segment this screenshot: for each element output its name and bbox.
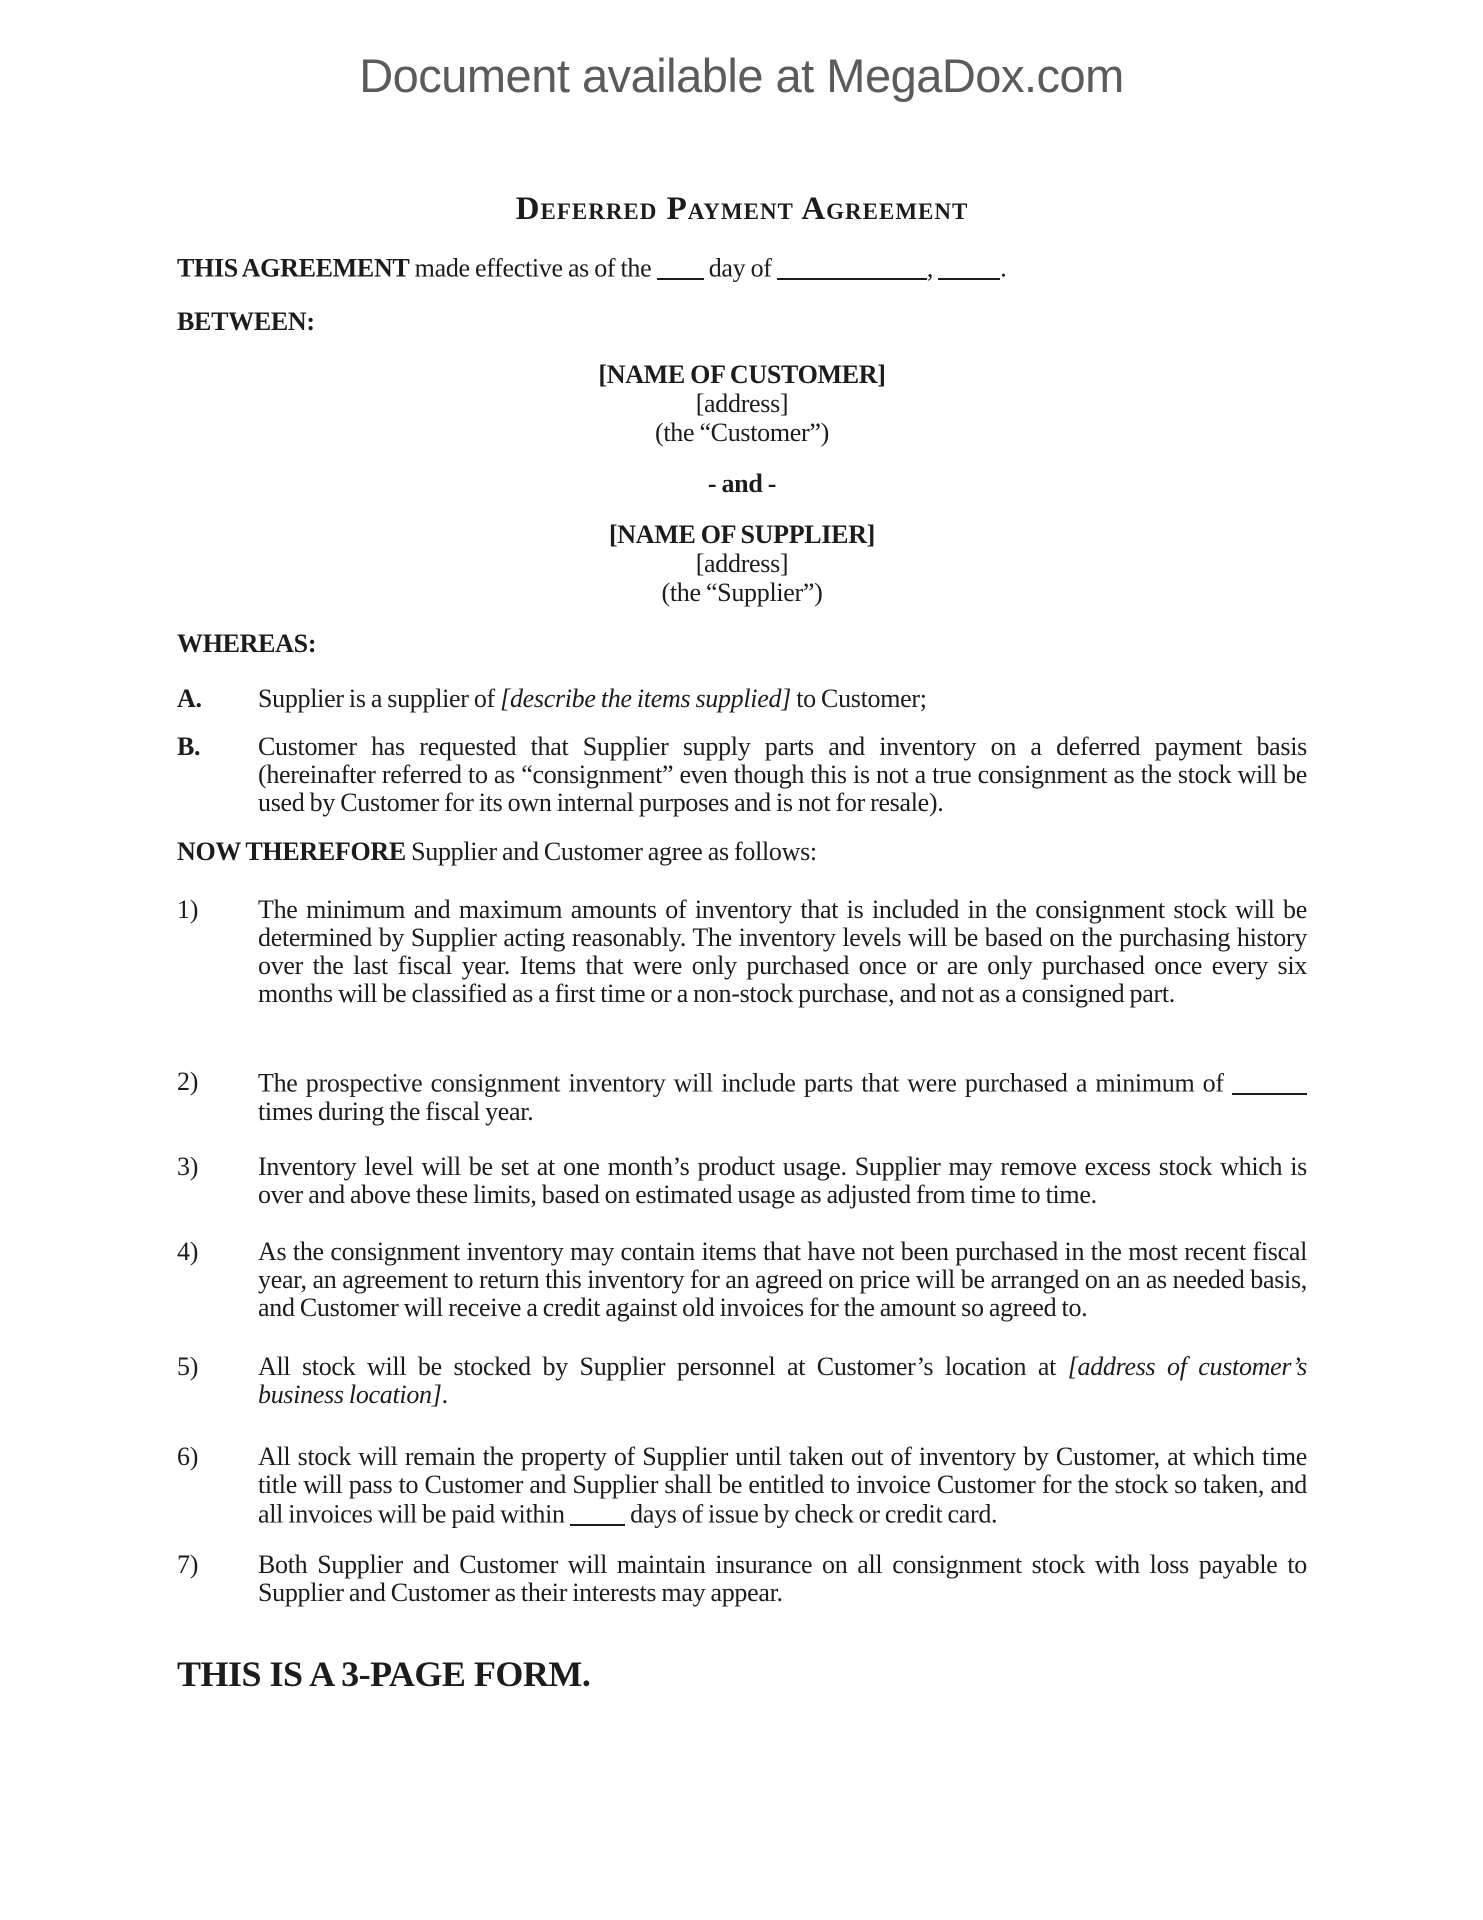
clause-7-number: 7) [177,1550,199,1579]
customer-party-block [177,360,1307,447]
clause-5-text: All stock will be stocked by Supplier personnel at Customer’s location at [address of customer’s business location]. [258,1352,1307,1409]
clause-5-number: 5) [177,1352,199,1381]
page-count-note: THIS IS A 3-PAGE FORM. [177,1654,591,1694]
clause-2-text: The prospective consignment inventory will include parts that were purchased a minimum of times during the fiscal year. [258,1068,1307,1126]
intro-text-2: day of [703,253,777,283]
operative-clause [177,838,1307,866]
intro-paragraph [177,253,1307,283]
intro-lead: THIS AGREEMENT [177,253,410,283]
clause-3 [177,1153,1307,1209]
clause-1 [177,896,1307,1008]
customer-name: [NAME OF CUSTOMER] [598,360,886,389]
recital-b-label: B. [177,732,201,761]
clause-4 [177,1238,1307,1322]
blank-times [1232,1068,1307,1095]
recital-a-italic: [describe the items supplied] [500,684,791,713]
clause-3-text: Inventory level will be set at one month’s product usage. Supplier may remove excess stock which is over and above these limits, based on estimated usage as adjusted from time to time. [258,1152,1307,1209]
supplier-alias: (the “Supplier”) [661,578,823,607]
operative-lead: NOW THEREFORE [177,837,406,866]
recital-b [177,733,1307,817]
recital-a-text: Supplier is a supplier of [describe the items supplied] to Customer; [258,684,927,713]
clause-6-text: All stock will remain the property of Supplier until taken out of inventory by Customer, at which time title will pass to Customer and Supplier shall be entitled to invoice Customer for the stock so taken, and all invoices will be paid within days of issue by check or credit card. [258,1442,1307,1529]
party-separator: - and - [707,469,777,498]
customer-address: [address] [695,389,789,418]
blank-days [570,1499,625,1526]
clause-5-italic: [address of customer’s business location] [258,1352,1307,1409]
whereas-heading: WHEREAS: [177,629,317,658]
recital-a-label: A. [177,684,202,713]
clause-1-text: The minimum and maximum amounts of inventory that is included in the consignment stock will be determined by Supplier acting reasonably. The inventory levels will be based on the purchasing history over the last fiscal year. Items that were only purchased once or are only purchased once every six months will be classified as a first time or a non-stock purchase, and not as a consigned part. [258,895,1307,1008]
clause-4-text: As the consignment inventory may contain items that have not been purchased in the most recent fiscal year, an agreement to return this inventory for an agreed on price will be arranged on an as needed basis, and Customer will receive a credit against old invoices for the amount so agreed to. [258,1237,1307,1322]
clause-4-number: 4) [177,1237,199,1266]
blank-month [777,253,927,280]
intro-text-4: . [1000,253,1007,283]
customer-alias: (the “Customer”) [655,418,829,447]
clause-6 [177,1443,1307,1529]
clause-5 [177,1353,1307,1409]
intro-text-3: , [926,253,939,283]
watermark-text: Document available at MegaDox.com [359,49,1124,102]
supplier-name: [NAME OF SUPPLIER] [608,520,876,549]
recital-b-text: Customer has requested that Supplier supply parts and inventory on a deferred payment basis (hereinafter referred to as “consignment” even though this is not a true consignment as the stock will be used by Customer for its own internal purposes and is not for resale). [258,732,1307,817]
clause-1-number: 1) [177,895,199,924]
supplier-address: [address] [695,549,789,578]
clause-2 [177,1068,1307,1126]
recital-a [177,685,1307,713]
intro-text-1: made effective as of the [409,253,657,283]
clause-2-number: 2) [177,1067,199,1096]
operative-rest: Supplier and Customer agree as follows: [405,837,817,866]
between-label: BETWEEN: [177,307,315,336]
clause-6-number: 6) [177,1442,199,1471]
supplier-party-block [177,520,1307,607]
clause-7-text: Both Supplier and Customer will maintain insurance on all consignment stock with loss payable to Supplier and Customer as their interests may appear. [258,1550,1307,1607]
clause-7 [177,1551,1307,1607]
blank-day [657,253,704,280]
clause-3-number: 3) [177,1152,199,1181]
page-title: Deferred Payment Agreement [515,191,969,227]
blank-year [938,253,1000,280]
